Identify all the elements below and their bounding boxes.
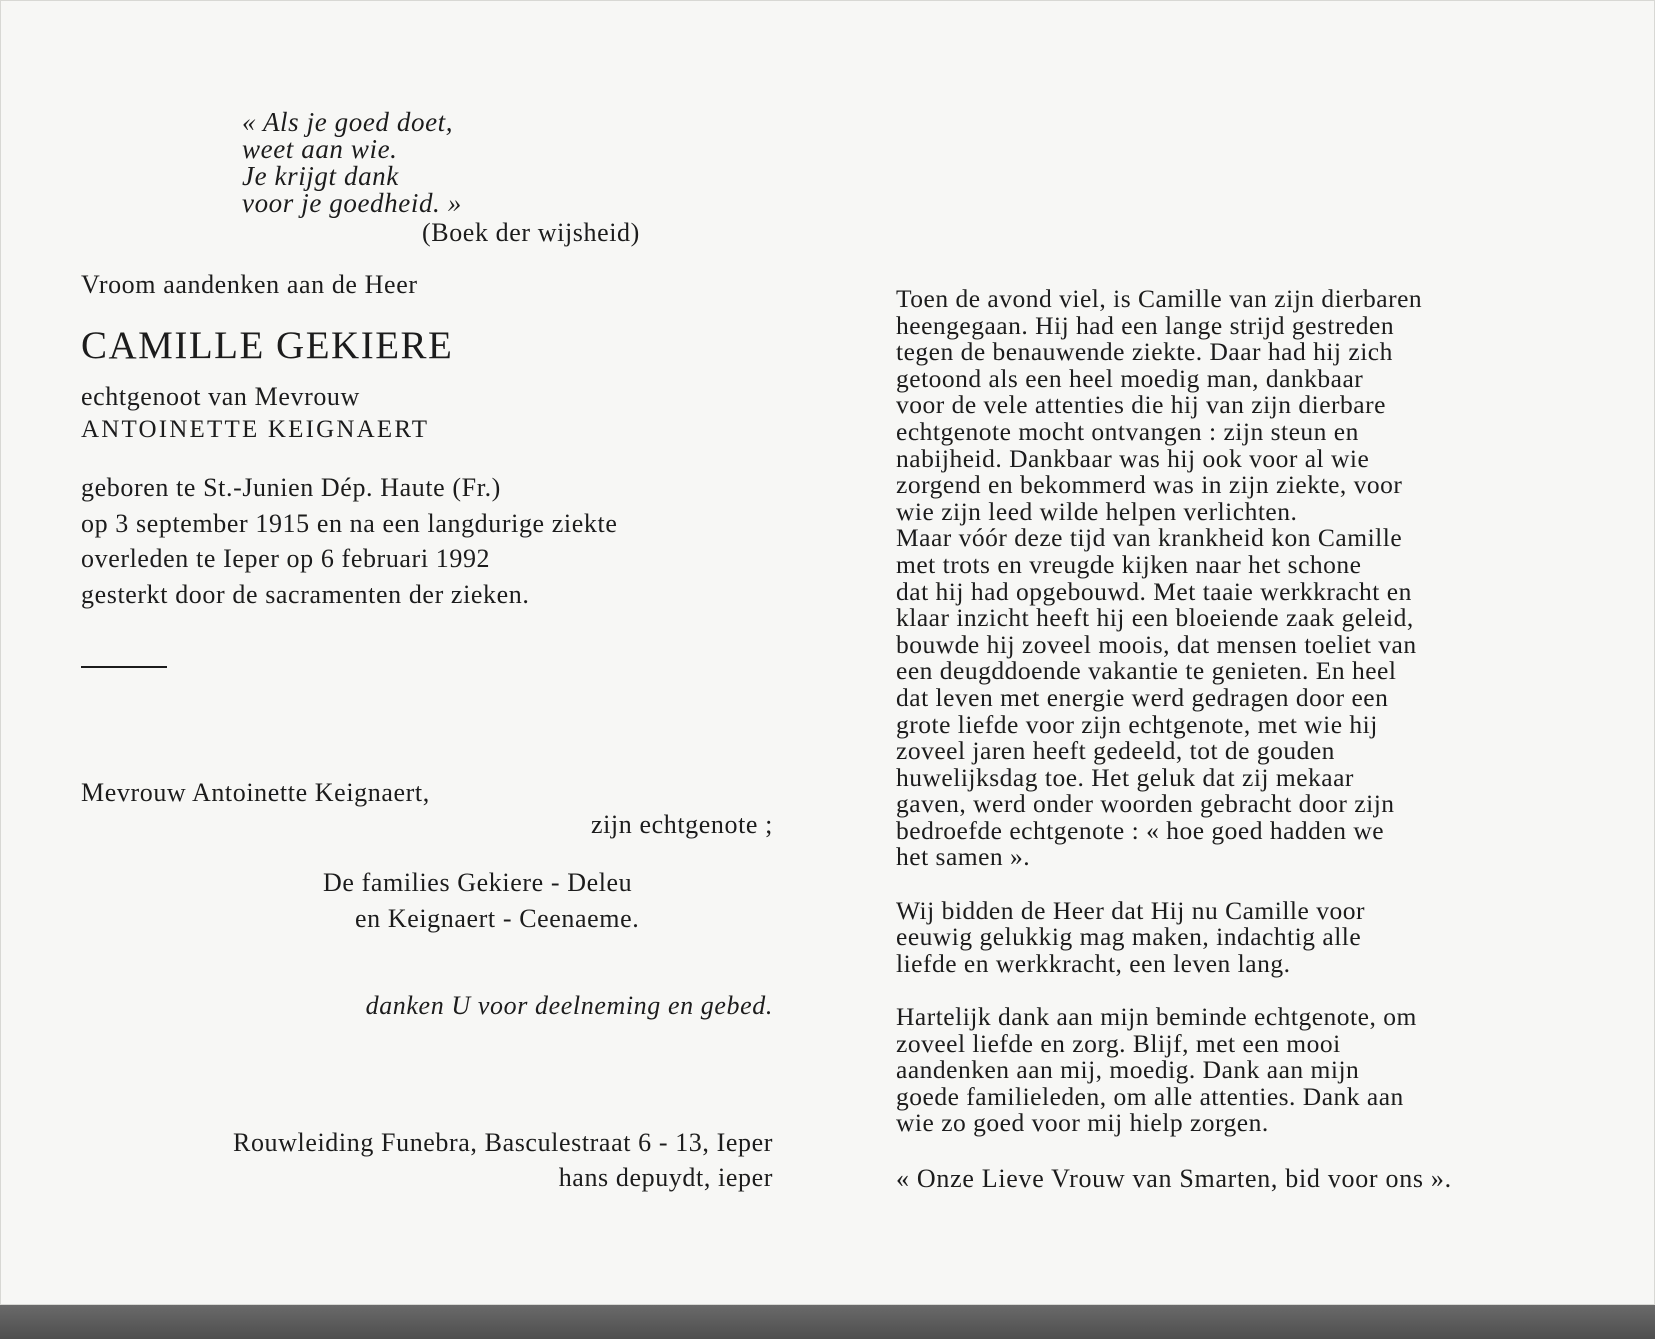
mourner-name: Mevrouw Antoinette Keignaert, (81, 778, 430, 807)
bio-line: gesterkt door de sacramenten der zieken. (81, 579, 530, 609)
eulogy-line: klaar inzicht heeft hij een bloeiende zaak geleid, (896, 603, 1414, 633)
eulogy-line: heengegaan. Hij had een lange strijd gestreden (896, 310, 1395, 340)
bio-line: op 3 september 1915 en na een langdurige ziekte (81, 508, 618, 538)
families-line: en Keignaert - Ceenaeme. (355, 904, 640, 933)
eulogy-line: bouwde hij zoveel moois, dat mensen toeliet van (896, 629, 1417, 659)
eulogy-line: Toen de avond viel, is Camille van zijn dierbaren (896, 284, 1423, 313)
undertaker-text: Rouwleiding Funebra, Basculestraat 6 - 13, Ieper (233, 1128, 773, 1157)
divider-line (81, 666, 167, 668)
eulogy-line: wie zo goed voor mij hielp zorgen. (896, 1108, 1269, 1138)
quote-line: Je krijgt dank (242, 161, 399, 191)
eulogy-line: met trots en vreugde kijken naar het schone (896, 549, 1362, 579)
eulogy-line: wie zijn leed wilde helpen verlichten. (896, 496, 1298, 526)
eulogy-paragraph (896, 1004, 1422, 1137)
eulogy-line: gaven, werd onder woorden gebracht door zijn (896, 789, 1395, 819)
eulogy-line: zorgend en bekommerd was in zijn ziekte, voor (896, 470, 1403, 500)
eulogy-text (896, 286, 1422, 1164)
thanks-text: danken U voor deelneming en gebed. (365, 991, 773, 1020)
intro-text: Vroom aandenken aan de Heer (81, 270, 418, 299)
eulogy-line: tegen de benauwende ziekte. Daar had hij zich (896, 337, 1393, 367)
eulogy-paragraph (896, 286, 1422, 871)
quote-line: « Als je goed doet, (242, 107, 454, 137)
eulogy-line: grote liefde voor zijn echtgenote, met wie hij (896, 709, 1378, 739)
bio-line: geboren te St.-Junien Dép. Haute (Fr.) (81, 473, 501, 502)
eulogy-line: dat hij had opgebouwd. Met taaie werkkracht en (896, 576, 1412, 606)
eulogy-line: getoond als een heel moedig man, dankbaar (896, 363, 1364, 393)
families-line: De families Gekiere - Deleu (323, 868, 633, 897)
eulogy-line: goede familieleden, om alle attenties. Dank aan (896, 1081, 1404, 1111)
mourner-role: zijn echtgenote ; (590, 810, 773, 839)
eulogy-line: een deugddoende vakantie te genieten. En heel (896, 656, 1397, 686)
eulogy-line: Maar vóór deze tijd van krankheid kon Camille (896, 523, 1403, 553)
bio-line: overleden te Ieper op 6 februari 1992 (81, 544, 491, 573)
eulogy-line: Wij bidden de Heer dat Hij nu Camille voor (896, 895, 1365, 925)
eulogy-line: zoveel liefde en zorg. Blijf, met een mooi (896, 1028, 1341, 1058)
eulogy-line: het samen ». (896, 842, 1031, 872)
quote-source: (Boek der wijsheid) (422, 218, 640, 247)
eulogy-line: nabijheid. Dankbaar was hij ook voor al wie (896, 443, 1370, 473)
eulogy-line: dat leven met energie werd gedragen door een (896, 682, 1389, 712)
eulogy-line: Hartelijk dank aan mijn beminde echtgenote, om (896, 1002, 1417, 1032)
closing-prayer: « Onze Lieve Vrouw van Smarten, bid voor ons ». (896, 1164, 1452, 1193)
eulogy-line: bedroefde echtgenote : « hoe goed hadden we (896, 815, 1385, 845)
eulogy-paragraph (896, 895, 1422, 978)
printer-text: hans depuydt, ieper (558, 1163, 773, 1192)
epigraph-quote (242, 109, 462, 217)
eulogy-line: liefde en werkkracht, een leven lang. (896, 948, 1291, 978)
eulogy-line: voor de vele attenties die hij van zijn dierbare (896, 390, 1386, 420)
quote-line: voor je goedheid. » (242, 188, 462, 218)
eulogy-line: aandenken aan mij, moedig. Dank aan mijn (896, 1055, 1360, 1085)
deceased-name: CAMILLE GEKIERE (81, 324, 454, 367)
biography (81, 470, 617, 612)
eulogy-line: eeuwig gelukkig mag maken, indachtig alle (896, 922, 1362, 952)
eulogy-line: echtgenote mocht ontvangen : zijn steun en (896, 416, 1359, 446)
eulogy-line: huwelijksdag toe. Het geluk dat zij mekaar (896, 762, 1354, 792)
eulogy-line: zoveel jaren heeft gedeeld, tot de gouden (896, 736, 1335, 766)
scan-bottom-edge (0, 1305, 1655, 1339)
quote-line: weet aan wie. (242, 134, 398, 164)
spouse-label: echtgenoot van Mevrouw (81, 382, 360, 411)
spouse-name: ANTOINETTE KEIGNAERT (81, 416, 430, 443)
